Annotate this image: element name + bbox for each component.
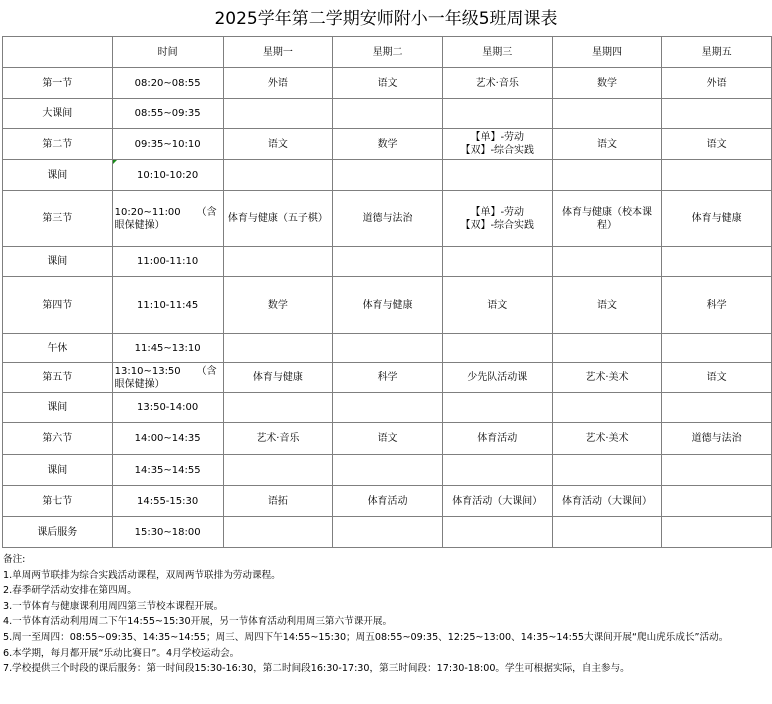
class-cell <box>333 160 443 191</box>
period-cell: 第七节 <box>3 486 113 517</box>
class-cell: 体育活动（大课间） <box>552 486 662 517</box>
header-time-cell: 时间 <box>112 37 223 68</box>
class-cell: 外语 <box>662 68 772 99</box>
class-cell: 体育与健康 <box>223 363 333 393</box>
class-cell <box>442 99 552 129</box>
notes-section <box>3 552 771 677</box>
note-line: 7.学校提供三个时段的课后服务：第一时间段15:30-16:30，第二时间段16:30-17:30，第三时间段：17:30-18:00。学生可根据实际，自主参与。 <box>3 663 630 675</box>
class-cell <box>442 334 552 363</box>
class-cell-line: 【单】-劳动 <box>470 206 525 218</box>
notes-heading: 备注: <box>3 554 26 565</box>
class-cell: 体育与健康（五子棋） <box>223 191 333 247</box>
class-cell: 少先队活动课 <box>442 363 552 393</box>
class-cell: 体育与健康 <box>662 191 772 247</box>
class-cell: 科学 <box>333 363 443 393</box>
note-line: 1.单周两节联排为综合实践活动课程，双周两节联排为劳动课程。 <box>3 569 281 581</box>
class-cell <box>662 486 772 517</box>
class-cell: 语文 <box>333 68 443 99</box>
class-cell: 艺术·美术 <box>552 423 662 455</box>
class-cell: 体育活动 <box>442 423 552 455</box>
class-cell <box>442 129 552 160</box>
time-cell <box>112 191 223 247</box>
class-cell: 语文 <box>442 277 552 334</box>
time-cell: 15:30~18:00 <box>112 517 223 548</box>
schedule-row <box>3 68 772 99</box>
class-cell <box>223 393 333 423</box>
time-cell: 13:50-14:00 <box>112 393 223 423</box>
class-cell: 科学 <box>662 277 772 334</box>
class-cell: 语文 <box>662 129 772 160</box>
class-cell <box>662 247 772 277</box>
period-cell: 第四节 <box>3 277 113 334</box>
class-cell <box>662 160 772 191</box>
class-cell <box>333 393 443 423</box>
time-cell <box>112 363 223 393</box>
class-cell <box>662 455 772 486</box>
class-cell <box>442 191 552 247</box>
class-cell <box>223 99 333 129</box>
class-cell <box>223 517 333 548</box>
time-cell: 14:55-15:30 <box>112 486 223 517</box>
class-cell <box>552 160 662 191</box>
period-cell: 第六节 <box>3 423 113 455</box>
class-cell: 数学 <box>333 129 443 160</box>
period-cell: 课间 <box>3 247 113 277</box>
schedule-row <box>3 277 772 334</box>
schedule-row <box>3 129 772 160</box>
time-note: （含 <box>196 365 217 377</box>
header-day-cell: 星期一 <box>223 37 333 68</box>
time-cell: 14:00~14:35 <box>112 423 223 455</box>
class-cell <box>333 517 443 548</box>
class-cell: 艺术·音乐 <box>223 423 333 455</box>
class-cell <box>442 247 552 277</box>
note-line: 5.周一至周四：08:55~09:35、14:35~14:55；周三、周四下午14:55~15:30；周五08:55~09:35、12:25~13:00、14:35~14:55大课间开展“爬山虎乐成长”活动。 <box>3 631 729 643</box>
class-cell: 道德与法治 <box>662 423 772 455</box>
class-cell: 艺术·音乐 <box>442 68 552 99</box>
class-cell <box>552 393 662 423</box>
time-cell: 09:35~10:10 <box>112 129 223 160</box>
note-line: 6.本学期，每月都开展“乐动比赛日”。4月学校运动会。 <box>3 647 240 659</box>
period-cell: 大课间 <box>3 99 113 129</box>
schedule-row <box>3 247 772 277</box>
class-cell <box>333 455 443 486</box>
period-cell: 第二节 <box>3 129 113 160</box>
class-cell <box>662 393 772 423</box>
class-cell: 体育活动（大课间） <box>442 486 552 517</box>
class-cell: 语文 <box>333 423 443 455</box>
class-cell: 体育与健康 <box>333 277 443 334</box>
period-cell: 第三节 <box>3 191 113 247</box>
class-cell <box>333 334 443 363</box>
class-cell: 语文 <box>552 277 662 334</box>
class-cell <box>442 517 552 548</box>
time-cell: 14:35~14:55 <box>112 455 223 486</box>
time-cell: 11:45~13:10 <box>112 334 223 363</box>
period-cell: 课后服务 <box>3 517 113 548</box>
schedule-title: 2025学年第二学期安师附小一年级5班周课表 <box>214 9 558 29</box>
time-note: 眼保健操） <box>114 219 165 231</box>
header-row <box>3 37 772 68</box>
class-cell-line: 【单】-劳动 <box>470 132 525 143</box>
time-cell: 10:10-10:20 <box>112 160 223 191</box>
time-note: （含 <box>196 206 217 218</box>
class-cell <box>552 517 662 548</box>
time-cell: 11:00-11:10 <box>112 247 223 277</box>
schedule-row <box>3 99 772 129</box>
schedule-row <box>3 517 772 548</box>
schedule-row <box>3 455 772 486</box>
class-cell: 语文 <box>552 129 662 160</box>
schedule-row <box>3 160 772 191</box>
note-line: 3.一节体育与健康课利用周四第三节校本课程开展。 <box>3 600 224 612</box>
period-cell: 第五节 <box>3 363 113 393</box>
header-corner-cell <box>3 37 113 68</box>
class-cell <box>552 334 662 363</box>
time-cell: 08:20~08:55 <box>112 68 223 99</box>
schedule-row <box>3 423 772 455</box>
class-cell: 道德与法治 <box>333 191 443 247</box>
class-cell <box>223 160 333 191</box>
class-cell <box>442 455 552 486</box>
schedule-row <box>3 191 772 247</box>
class-cell <box>662 517 772 548</box>
class-cell <box>552 247 662 277</box>
class-cell <box>662 334 772 363</box>
schedule-row <box>3 393 772 423</box>
header-day-cell: 星期五 <box>662 37 772 68</box>
class-cell <box>552 99 662 129</box>
timetable <box>2 36 772 548</box>
class-cell: 语文 <box>662 363 772 393</box>
time-range: 13:10~13:50 <box>114 365 181 377</box>
header-day-cell: 星期二 <box>333 37 443 68</box>
class-cell: 艺术·美术 <box>552 363 662 393</box>
period-cell: 课间 <box>3 393 113 423</box>
time-cell: 11:10-11:45 <box>112 277 223 334</box>
class-cell: 语拓 <box>223 486 333 517</box>
schedule-row <box>3 334 772 363</box>
class-cell <box>223 247 333 277</box>
cell-comment-marker <box>113 160 117 164</box>
class-cell <box>333 99 443 129</box>
class-cell <box>552 455 662 486</box>
class-cell: 体育活动 <box>333 486 443 517</box>
period-cell: 第一节 <box>3 68 113 99</box>
class-cell: 数学 <box>552 68 662 99</box>
class-cell-line: 【双】-综合实践 <box>460 219 535 231</box>
class-cell: 语文 <box>223 129 333 160</box>
period-cell: 午休 <box>3 334 113 363</box>
note-line: 2.春季研学活动安排在第四周。 <box>3 585 137 597</box>
class-cell <box>662 99 772 129</box>
class-cell <box>223 455 333 486</box>
schedule-row <box>3 486 772 517</box>
class-cell-line: 【双】-综合实践 <box>460 145 535 156</box>
time-cell: 08:55~09:35 <box>112 99 223 129</box>
class-cell: 数学 <box>223 277 333 334</box>
period-cell: 课间 <box>3 455 113 486</box>
time-range: 10:20~11:00 <box>114 206 181 218</box>
class-cell <box>442 160 552 191</box>
class-cell: 体育与健康（校本课程） <box>552 191 662 247</box>
note-line: 4.一节体育活动利用周二下午14:55~15:30开展，另一节体育活动利用周三第六节课开展。 <box>3 616 393 628</box>
class-cell <box>442 393 552 423</box>
class-cell <box>223 334 333 363</box>
time-note: 眼保健操） <box>114 378 165 390</box>
class-cell <box>333 247 443 277</box>
class-cell: 外语 <box>223 68 333 99</box>
header-day-cell: 星期四 <box>552 37 662 68</box>
schedule-row <box>3 363 772 393</box>
header-day-cell: 星期三 <box>442 37 552 68</box>
period-cell: 课间 <box>3 160 113 191</box>
